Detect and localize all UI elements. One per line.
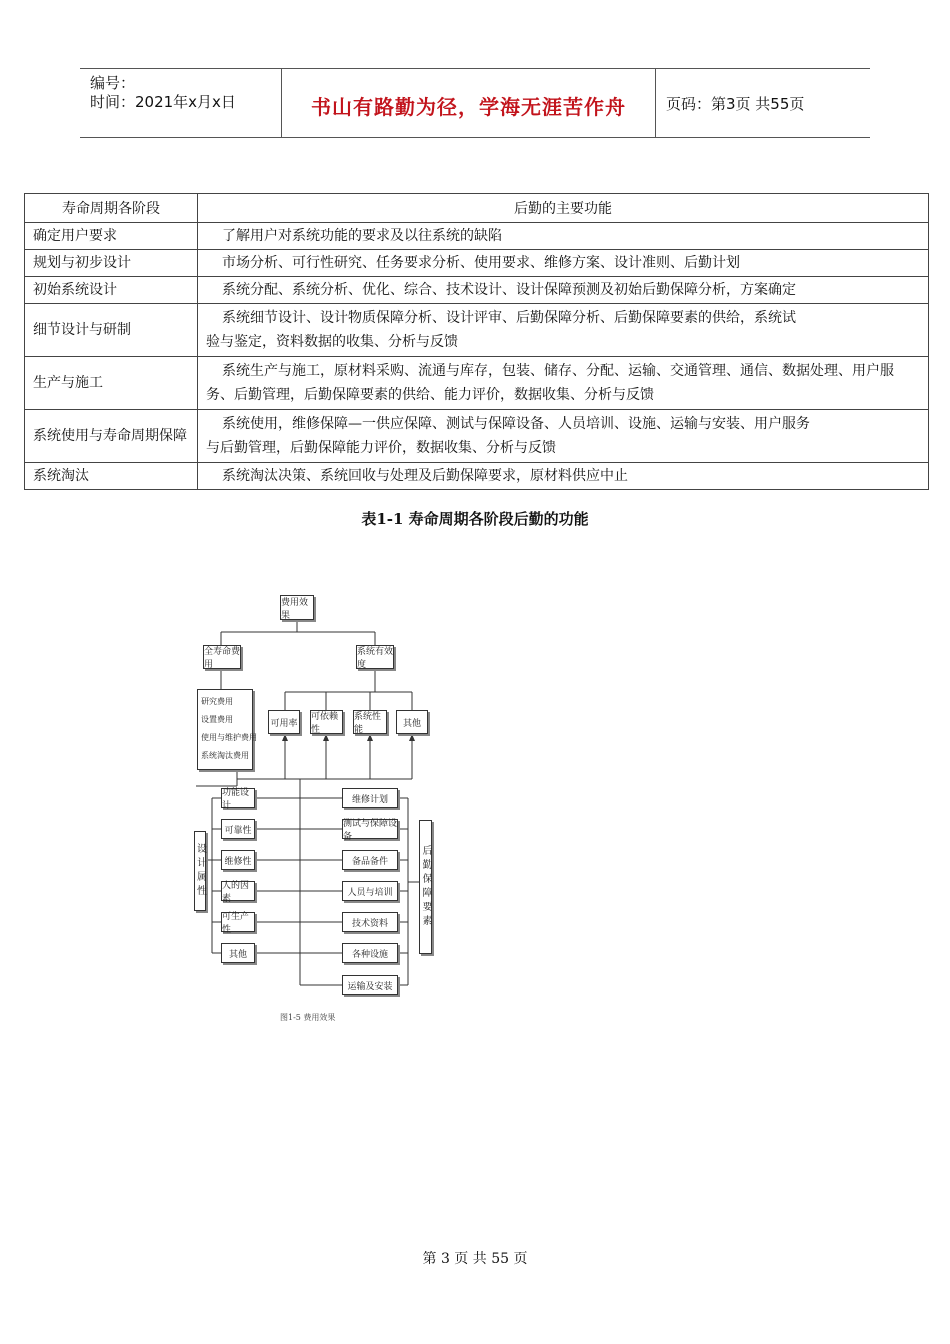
support-item-box: 技术资料 <box>342 912 398 932</box>
function-line: 市场分析、可行性研究、任务要求分析、使用要求、维修方案、设计准则、后勤计划 <box>222 255 740 271</box>
table-cell-stage: 规划与初步设计 <box>25 250 198 277</box>
support-item-box: 各种设施 <box>342 943 398 963</box>
function-line: 验与鉴定，资料数据的收集、分析与反馈 <box>206 334 458 350</box>
design-attributes-label: 设计属性 <box>194 843 206 899</box>
other-effect-box: 其他 <box>396 710 428 734</box>
support-item-box: 运输及安装 <box>342 975 398 995</box>
page-number-label: 页码：第3页 共55页 <box>666 95 805 113</box>
header-motto: 书山有路勤为径，学海无涯苦作舟 <box>311 95 626 119</box>
time-label: 时间：2021年x月x日 <box>90 93 236 111</box>
design-item-box: 可靠性 <box>221 819 255 839</box>
function-line: 了解用户对系统功能的要求及以往系统的缺陷 <box>222 228 502 244</box>
table-cell-stage: 初始系统设计 <box>25 277 198 304</box>
cost-item: 使用与维护费用 <box>201 733 257 742</box>
design-item-box: 维修性 <box>221 850 255 870</box>
page-footer: 第 3 页 共 55 页 <box>422 1251 528 1267</box>
table-cell-stage: 确定用户要求 <box>25 223 198 250</box>
number-label: 编号： <box>90 74 136 92</box>
cost-list <box>197 689 257 770</box>
function-line: 系统细节设计、设计物质保障分析、设计评审、后勤保障分析、后勤保障要素的供给，系统试 <box>222 310 796 326</box>
table-cell-stage: 系统淘汰 <box>25 463 198 490</box>
function-line: 与后勤管理，后勤保障能力评价，数据收集、分析与反馈 <box>206 440 556 456</box>
table-cell-stage: 生产与施工 <box>25 357 198 410</box>
design-attributes-box <box>194 831 206 911</box>
table-caption: 表1-1 寿命周期各阶段后勤的功能 <box>361 510 589 528</box>
function-line: 系统生产与施工，原材料采购、流通与库存，包装、储存、分配、运输、交通管理、通信、数据处理、用户服 <box>222 363 894 379</box>
function-line: 系统淘汰决策、系统回收与处理及后勤保障要求，原材料供应中止 <box>222 468 628 484</box>
system-effectiveness-box: 系统有效度 <box>357 647 394 670</box>
cost-effectiveness-box: 费用效果 <box>280 595 314 620</box>
availability-box: 可用率 <box>268 710 300 734</box>
design-item-box: 功能设计 <box>221 788 255 808</box>
design-item-box: 人的因素 <box>221 881 255 901</box>
figure-caption: 图1-5 费用效果 <box>280 1013 336 1022</box>
support-item-box: 维修计划 <box>342 788 398 808</box>
logistics-support-elements-box <box>419 820 432 954</box>
design-item-box: 可生产性 <box>221 912 255 932</box>
table-cell-stage: 细节设计与研制 <box>25 304 198 357</box>
cost-item: 研究费用 <box>201 697 233 706</box>
system-performance-box: 系统性能 <box>353 710 387 734</box>
dependability-box: 可依赖性 <box>310 710 343 734</box>
life-cycle-cost-box: 全寿命费用 <box>204 647 241 670</box>
function-line: 系统使用，维修保障—一供应保障、测试与保障设备、人员培训、设施、运输与安装、用户服务 <box>222 416 810 432</box>
support-item-box: 备品备件 <box>342 850 398 870</box>
table-header-stage: 寿命周期各阶段 <box>25 194 198 223</box>
support-item-box: 人员与培训 <box>342 881 398 901</box>
table-cell-stage: 系统使用与寿命周期保障 <box>25 410 198 463</box>
design-item-box: 其他 <box>221 943 255 963</box>
function-line: 务、后勤管理，后勤保障要素的供给、能力评价，数据收集、分析与反馈 <box>206 387 654 403</box>
cost-item: 系统淘汰费用 <box>201 751 249 760</box>
cost-item: 设置费用 <box>201 715 233 724</box>
logistics-support-label: 后勤保障要素 <box>420 845 431 929</box>
support-item-box: 测试与保障设备 <box>343 819 398 842</box>
table-header-functions: 后勤的主要功能 <box>198 194 929 223</box>
function-line: 系统分配、系统分析、优化、综合、技术设计、设计保障预测及初始后勤保障分析，方案确定 <box>222 282 796 298</box>
